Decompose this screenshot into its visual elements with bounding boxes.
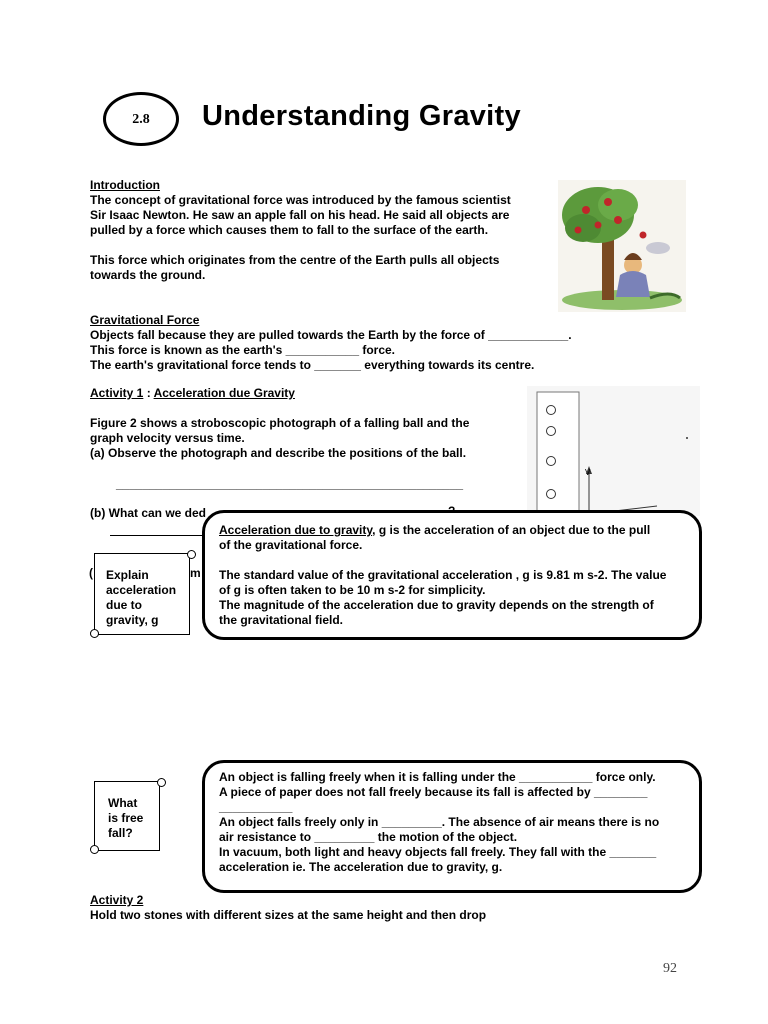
activity1-separator: : <box>143 386 154 400</box>
scroll-curl-icon <box>187 550 196 559</box>
definition-line: The standard value of the gravitational acceleration , g is 9.81 m s-2. The value <box>219 568 667 582</box>
free-fall-line: ___________ <box>219 800 293 814</box>
intro-line: pulled by a force which causes them to fall to the surface of the earth. <box>90 223 489 237</box>
intro-line: The concept of gravitational force was introduced by the famous scientist <box>90 193 511 207</box>
scroll-paper <box>94 553 190 635</box>
definition-line: of the gravitational force. <box>219 538 363 552</box>
answer-line-b <box>110 535 205 536</box>
free-fall-line: An object is falling freely when it is falling under the ___________ force only. <box>219 770 656 784</box>
intro-line: Sir Isaac Newton. He saw an apple fall on his head. He said all objects are <box>90 208 510 222</box>
fill-in-line: The earth's gravitational force tends to _______ everything towards its centre. <box>90 358 535 372</box>
definition-line: , g is the acceleration of an object due to the pull <box>372 523 651 537</box>
activity1-line: (a) Observe the photograph and describe the positions of the ball. <box>90 446 467 460</box>
definition-term: Acceleration due to gravity <box>219 523 373 537</box>
page-title: Understanding Gravity <box>202 100 521 132</box>
answer-line-a: ____________________________________________________ <box>116 477 464 491</box>
scroll-curl-icon <box>90 845 99 854</box>
free-fall-box <box>202 760 702 893</box>
definition-line: The magnitude of the acceleration due to gravity depends on the strength of <box>219 598 654 612</box>
free-fall-line: An object falls freely only in _________. The absence of air means there is no <box>219 815 660 829</box>
scroll-line: What <box>108 796 138 810</box>
scroll-curl-icon <box>157 778 166 787</box>
fill-in-line: Objects fall because they are pulled towards the Earth by the force of ____________. <box>90 328 572 342</box>
activity2-section <box>90 893 690 923</box>
scroll-line: due to <box>106 598 142 612</box>
what-is-free-fall-scroll <box>88 781 168 855</box>
scroll-line: gravity, g <box>106 613 159 627</box>
free-fall-line: acceleration ie. The acceleration due to gravity, g. <box>219 860 503 874</box>
explain-acceleration-scroll <box>88 553 198 639</box>
acceleration-definition-box <box>202 510 702 640</box>
scroll-line: is free <box>108 811 144 825</box>
scroll-line: Explain <box>106 568 149 582</box>
activity1-line: graph velocity versus time. <box>90 431 245 445</box>
gravitational-force-section <box>90 313 710 373</box>
scroll-line: acceleration <box>106 583 177 597</box>
introduction-section <box>90 178 550 283</box>
page-number: 92 <box>663 961 677 976</box>
section-number: 2.8 <box>132 111 150 127</box>
graph-axis-label: V <box>585 468 591 477</box>
stroboscopic-photo-figure <box>527 386 700 526</box>
activity1-label: Activity 1 <box>90 386 144 400</box>
question-c-fragment2: m <box>190 566 201 580</box>
intro-line: This force which originates from the centre of the Earth pulls all objects <box>90 253 500 267</box>
question-b <box>90 506 206 521</box>
definition-line: of g is often taken to be 10 m s-2 for simplicity. <box>219 583 486 597</box>
gravitational-force-heading: Gravitational Force <box>90 313 200 327</box>
definition-line: the gravitational field. <box>219 613 344 627</box>
intro-line: towards the ground. <box>90 268 206 282</box>
scroll-paper <box>94 781 160 851</box>
free-fall-line: air resistance to _________ the motion of the object. <box>219 830 518 844</box>
activity2-line: Hold two stones with different sizes at the same height and then drop <box>90 908 487 922</box>
fill-in-line: This force is known as the earth's ___________ force. <box>90 343 395 357</box>
scroll-line: fall? <box>108 826 133 840</box>
free-fall-line: In vacuum, both light and heavy objects fall freely. They fall with the _______ <box>219 845 657 859</box>
introduction-heading: Introduction <box>90 178 160 192</box>
newton-apple-tree-illustration <box>558 180 686 312</box>
activity1-line: Figure 2 shows a stroboscopic photograph of a falling ball and the <box>90 416 470 430</box>
free-fall-line: A piece of paper does not fall freely because its fall is affected by ________ <box>219 785 648 799</box>
scroll-curl-icon <box>90 629 99 638</box>
activity1-section <box>90 386 530 492</box>
activity2-heading: Activity 2 <box>90 893 144 907</box>
question-c-fragment: ( <box>89 566 93 580</box>
question-b-text: (b) What can we ded <box>90 506 207 520</box>
activity1-title: Acceleration due Gravity <box>153 386 295 400</box>
section-number-badge <box>103 92 179 146</box>
